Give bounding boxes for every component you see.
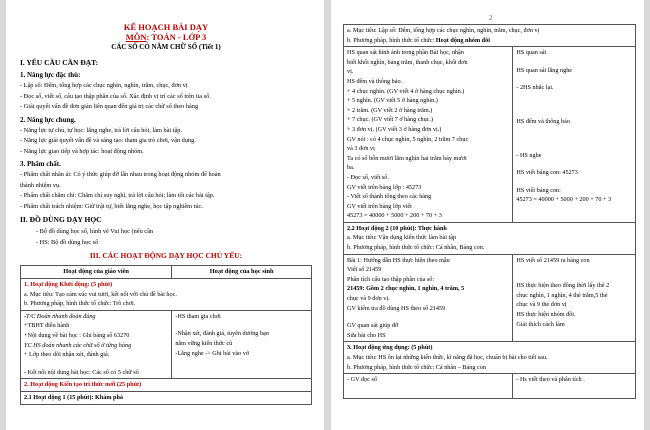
page-number: 2	[489, 14, 493, 22]
subsection-specific-competence: 1. Năng lực đặc thù:	[20, 71, 81, 79]
text-line: HS thực hiện nhóm đôi.	[516, 311, 576, 319]
activity-heading: 2.2 Hoạt động 2 (10 phút): Thực hành	[347, 224, 447, 232]
text-line: và 3 đơn vị	[347, 145, 375, 153]
subsection-qualities: 3. Phẩm chất.	[20, 160, 61, 168]
section-teaching-materials: II. ĐỒ DÙNG DẠY HỌC	[20, 215, 102, 224]
text-line: Phân tích cấu tạo thập phân của số:	[347, 275, 435, 283]
text-line: a. Mục tiêu: Lập số: Đếm, tổng hợp các chục nghìn, nghìn, trăm, chục, đơn vị	[347, 27, 540, 34]
text-line: b. Phương pháp, hình thức tổ chức: Cá nhân, Bảng con.	[347, 244, 485, 252]
text-line: Bài 1: Hướng dẫn HS thực hiện theo mẫu	[347, 256, 450, 264]
text-line: HS quan sát lắng nghe	[516, 66, 573, 74]
text-line: HS đếm và thông báo.	[347, 77, 403, 85]
text-line: YC HS đoán nhanh các chữ số ở từng hàng	[24, 341, 132, 349]
activity-row-warmup	[21, 279, 312, 311]
text-line: nắm vững kiến thức cũ	[175, 339, 233, 347]
text-line: HS thực hiện theo đồng thời lấy thẻ 2	[516, 282, 610, 290]
text-line: - Phẩm chất trách nhiệm: Giữ trật tự, biết lắng nghe, học tập nghiêm túc.	[20, 202, 203, 210]
lesson-plan-title: KẾ HOẠCH BÀI DẠY	[123, 22, 209, 32]
text-line: -T/C Đoán nhanh đoán đúng	[24, 312, 96, 320]
text-line: 45273 = 40000 + 5000 + 200 + 70 + 3	[516, 196, 612, 204]
text-line: HS viết số 21459 ra bảng con	[516, 256, 590, 264]
activity-row-application	[344, 342, 636, 374]
activity-heading: 1. Hoạt động Khởi động: (5 phút)	[24, 281, 113, 288]
text-line: vị.	[347, 68, 354, 76]
text-line: - Viết số thành tổng theo các hàng	[347, 193, 432, 201]
text-line: + 2 trăm. (GV viết 2 ở hàng trăm.)	[347, 106, 433, 114]
text-line: a. Mục tiêu: Vận dụng kiến thức làm bài tập	[347, 234, 457, 242]
text-line: - HS nghe	[516, 151, 542, 159]
text-line: - Kết nối nội dung bài học: Các số có 5 chữ số	[24, 368, 139, 376]
text-line: a. Mục tiêu: HS ôn lại những kiến thức, kĩ năng đã học, chuẩn bị bài cho tiết sau.	[347, 354, 548, 361]
text-line: chục và 9 đơn vị.	[347, 295, 390, 303]
text-line: HS quan sát hình ảnh trong phần Bài học, nhận	[347, 49, 464, 57]
text-line: - Hs viết theo và phân tích .	[516, 376, 585, 384]
document-page-2	[331, 0, 644, 430]
text-line: GV nói : có 4 chục nghìn, 5 nghìn, 2 trăm 7 chục	[347, 135, 469, 143]
student-cell	[513, 254, 636, 342]
teacher-cell	[21, 310, 172, 379]
text-line: HS viết bảng con: 45273	[516, 169, 578, 177]
text-line: -HS tham gia chơi	[175, 312, 221, 320]
text-line: Giải thích cách làm	[516, 320, 565, 328]
subject-line	[20, 32, 312, 42]
text-line: - Năng lực giải quyết vấn đề và sáng tạo: tham gia trò chơi, vận dụng.	[20, 137, 196, 144]
subject-value: : TOÁN - LỚP 3	[146, 32, 207, 42]
teacher-cell	[344, 374, 513, 399]
activity-row-practice	[344, 222, 636, 254]
section-activities: III. CÁC HOẠT ĐỘNG DẠY HỌC CHỦ YẾU:	[89, 251, 243, 260]
text-line: - Bộ đồ dùng học số, hình vẽ Vui học (nếu cần	[36, 228, 154, 235]
text-line: b. Phương pháp, hình thức tổ chức: Hoạt động nhóm đôi	[347, 36, 490, 44]
text-line: - 2HS nhắc lại.	[516, 84, 554, 92]
text-line: a. Mục tiêu: Tạo cảm xúc vui tươi, kết nối với chủ đề bài học.	[24, 290, 177, 298]
text-line: GV viết trên bảng lớp : 45273	[347, 183, 422, 191]
text-line: +Nội dung về bài học : Ghi bảng số 63270	[24, 331, 130, 339]
text-line: -Lắng nghe -> Ghi bài vào vở	[175, 349, 250, 357]
text-line: + 5 nghìn. (GV viết 5 ở hàng nghìn.)	[347, 97, 438, 105]
text-line: - Phẩm chất chăm chỉ: Chăm chỉ suy nghĩ, trả lời câu hỏi; làm tốt các bài tập.	[20, 192, 215, 199]
text-line: ba.	[347, 164, 355, 172]
activity-row-objective	[344, 25, 636, 47]
activity-heading: 3. Hoạt động ứng dụng: (5 phút)	[347, 344, 433, 352]
section-requirements: I. YÊU CẦU CẦN ĐẠT:	[20, 58, 99, 67]
text-line: + Lớp theo dõi nhận xét, đánh giá.	[24, 351, 110, 359]
subsection-general-competence: 2. Năng lực chung.	[20, 115, 76, 124]
text-line: Ta có số bốn mươi lăm nghìn hai trăm bảy mươi	[347, 154, 467, 162]
text-line: HS viết bảng con:	[516, 186, 561, 194]
text-line: - HS: Bộ đồ dùng học số	[36, 238, 99, 246]
activity-row-explore	[21, 391, 312, 404]
text-line: 45273 = 40000 + 5000 + 200 + 70 + 3	[347, 212, 442, 220]
text-line: - GV đọc số	[347, 376, 377, 384]
text-line: - Đọc số, viết số.	[347, 173, 389, 181]
text-line: - Lập số: Đếm, tổng hợp các chục nghìn, nghìn, trăm, chục, đơn vị	[20, 82, 188, 89]
text-line: - Đọc số, viết số, cấu tạo thập phân của số. Xác định vị trí các số trên tia số.	[20, 92, 211, 100]
teacher-cell	[344, 254, 513, 342]
text-line: - Năng lực giao tiếp và hợp tác: hoạt động nhóm.	[20, 147, 144, 155]
text-line: + 4 chục nghìn. (GV viết 4 ở hàng chục nghìn.)	[347, 87, 465, 95]
teacher-cell	[344, 47, 513, 223]
student-column-header: Hoạt động của học sinh	[172, 266, 312, 279]
text-line: b. Phương pháp, hình thức tổ chức: Trò chơi.	[24, 300, 136, 308]
text-line: GV viết trên bảng lớp viết	[347, 202, 412, 210]
student-cell	[172, 310, 312, 379]
text-line: + 3 đơn vị. (GV viết 3 ở hàng đơn vị.)	[347, 125, 442, 133]
text-line: chục và 9 thẻ đơn vị	[516, 301, 567, 309]
text-line: thành nhiệm vụ.	[20, 181, 61, 189]
text-line: HS đếm và thông báo	[516, 117, 570, 125]
lesson-name: CÁC SỐ CÓ NĂM CHỮ SỐ (Tiết 1)	[111, 43, 221, 51]
text-line: - Giải quyết vấn đề đơn giản liên quan đến giá trị các chữ số theo hàng	[20, 103, 199, 110]
text-line: chục nghìn, 1 nghìn, 4 thẻ trăm,5 thẻ	[516, 291, 608, 299]
document-page-1	[6, 0, 324, 430]
text-line: +TBHT điều hành	[24, 322, 70, 330]
text-line: GV kiểm tra đồ dùng HS theo số 21459	[347, 304, 446, 312]
subject-label: MÔN	[125, 32, 147, 42]
activities-table	[20, 265, 312, 405]
text-line: - Năng lực tự chủ, tự học: lắng nghe, trả lời câu hỏi, làm bài tập.	[20, 126, 183, 134]
text-line: -Nhận xét, đánh giá, tuyên dương bạn	[175, 330, 269, 338]
student-cell	[513, 374, 636, 399]
text-line: HS quan sát	[516, 49, 547, 57]
text-line: Viết số 21459	[347, 266, 382, 274]
teacher-column-header: Hoạt động của giáo viên	[21, 266, 172, 279]
activity-row-new-knowledge	[21, 379, 312, 392]
text-line: + 7 chục. (GV viết 7 ở hàng chục.)	[347, 116, 434, 124]
text-line: GV quan sát giúp đỡ	[347, 322, 399, 330]
activity-heading: 2. Hoạt động Kiến tạo tri thức mới (25 phút)	[24, 381, 142, 389]
activities-table-continued	[343, 24, 636, 399]
text-line: b. Phương pháp, hình thức tổ chức: Cá nhân – Bảng con	[347, 363, 486, 371]
text-line: Sửa bài cho HS	[347, 331, 386, 339]
text-line: biết khối nghìn, bảng trăm, thanh chục, khối đơn	[347, 58, 468, 66]
activity-heading: 2.1 Hoạt động 1 (15 phút): Khám phá	[24, 393, 124, 401]
text-line: 21459: Gồm 2 chục nghìn, 1 nghìn, 4 trăm, 5	[347, 285, 465, 293]
text-line: - Phẩm chất nhân ái: Có ý thức giúp đỡ lẫn nhau trong hoạt động nhóm để hoàn	[20, 171, 221, 178]
student-cell	[513, 47, 636, 223]
